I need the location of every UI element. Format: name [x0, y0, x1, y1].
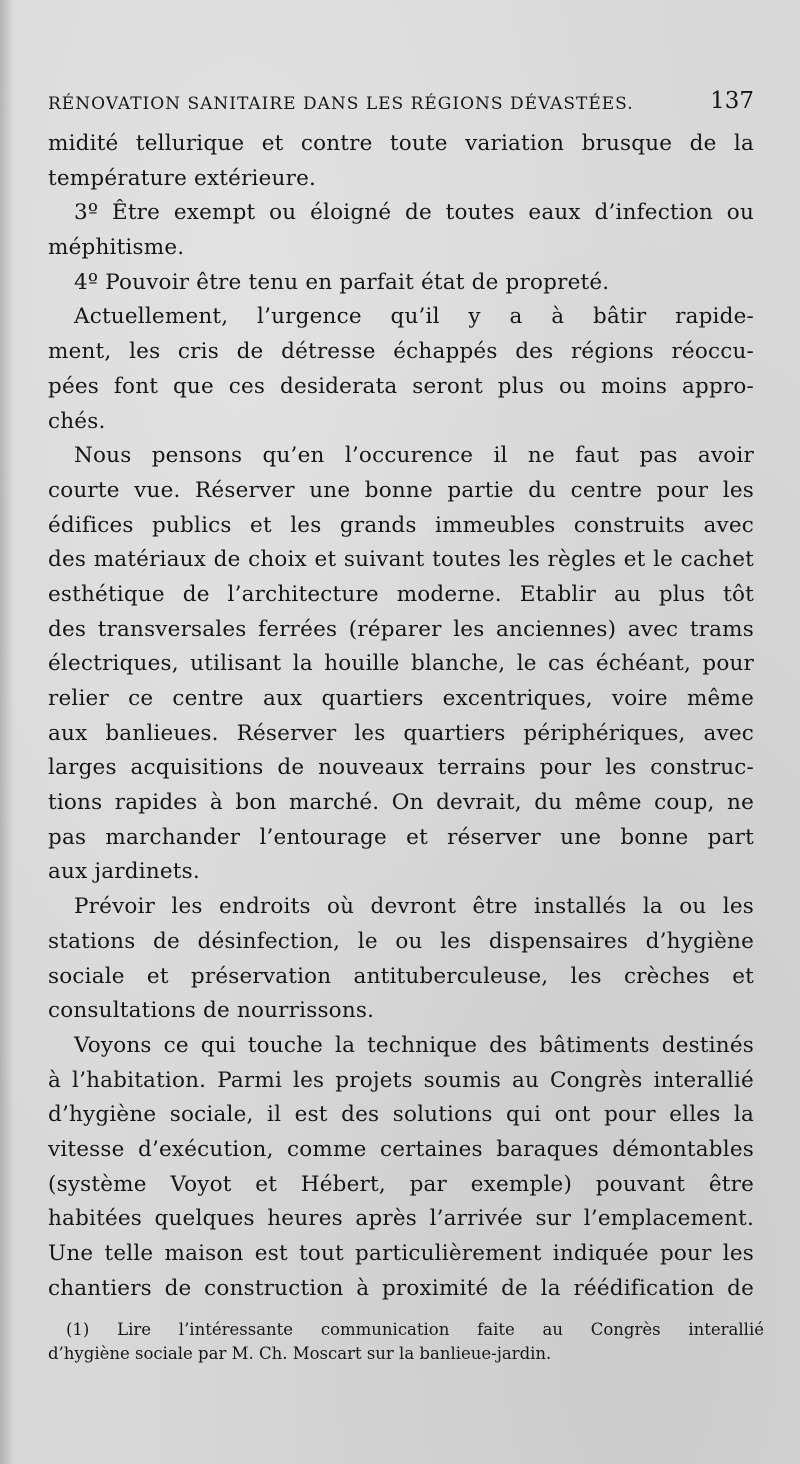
text-line: aux jardinets. — [48, 859, 200, 885]
footnote-line: d’hygiène sociale par M. Ch. Moscart sur la banlieue-jardin. — [48, 1344, 552, 1363]
footnote — [48, 1318, 764, 1366]
text-line: Voyons ce qui touche la technique des bâtiments destinés — [74, 1032, 754, 1058]
text-line: consultations de nourrissons. — [48, 998, 375, 1024]
text-line: température extérieure. — [48, 165, 317, 191]
text-line: tions rapides à bon marché. On devrait, du même coup, ne — [48, 790, 754, 816]
text-line: chantiers de construction à proximité de la réédification de — [48, 1275, 754, 1301]
text-line: Une telle maison est tout particulièrement indiquée pour les — [48, 1241, 754, 1266]
text-line: esthétique de l’architecture moderne. Etablir au plus tôt — [48, 581, 754, 607]
text-line: des transversales ferrées (réparer les anciennes) avec trams — [48, 616, 754, 642]
text-line: électriques, utilisant la houille blanche, le cas échéant, pour — [48, 651, 754, 677]
text-line: Actuellement, l’urgence qu’il y a à bâtir rapide- — [74, 304, 754, 330]
text-line: Nous pensons qu’en l’occurence il ne faut pas avoir — [74, 443, 754, 469]
text-line: stations de désinfection, le ou les dispensaires d’hygiène — [48, 928, 754, 954]
text-line: larges acquisitions de nouveaux terrains pour les construc- — [48, 755, 754, 781]
text-line: vitesse d’exécution, comme certaines baraques démontables — [48, 1136, 754, 1162]
text-line: édifices publics et les grands immeubles construits avec — [48, 512, 754, 538]
text-line: méphitisme. — [48, 235, 185, 261]
text-line: 3º Être exempt ou éloigné de toutes eaux d’infection ou — [74, 200, 754, 226]
text-line: 4º Pouvoir être tenu en parfait état de propreté. — [74, 269, 610, 295]
text-line: pées font que ces desiderata seront plus ou moins appro- — [48, 373, 754, 399]
text-line: Prévoir les endroits où devront être installés la ou les — [74, 894, 754, 920]
text-line: ment, les cris de détresse échappés des régions réoccu- — [48, 339, 754, 365]
text-line: à l’habitation. Parmi les projets soumis au Congrès interallié — [48, 1067, 754, 1093]
page-gutter-shadow — [0, 0, 14, 1464]
text-line: (système Voyot et Hébert, par exemple) pouvant être — [48, 1171, 754, 1197]
body-text — [48, 127, 754, 1306]
text-line: midité tellurique et contre toute variation brusque de la — [48, 131, 754, 156]
text-line: habitées quelques heures après l’arrivée sur l’emplacement. — [48, 1206, 754, 1232]
text-line: aux banlieues. Réserver les quartiers périphériques, avec — [48, 720, 754, 746]
page-number: 137 — [710, 88, 754, 114]
text-line: d’hygiène sociale, il est des solutions qui ont pour elles la — [48, 1102, 754, 1128]
text-line: pas marchander l’entourage et réserver une bonne part — [48, 824, 754, 850]
text-line: des matériaux de choix et suivant toutes les règles et le cachet — [48, 547, 754, 573]
running-title: RÉNOVATION SANITAIRE DANS LES RÉGIONS DÉVASTÉES. — [48, 94, 634, 114]
text-line: relier ce centre aux quartiers excentriques, voire même — [48, 686, 754, 711]
page-header — [48, 88, 754, 118]
text-line: courte vue. Réserver une bonne partie du centre pour les — [48, 477, 754, 503]
footnote-line: (1) Lire l’intéressante communication faite au Congrès interallié — [66, 1320, 764, 1339]
text-line: sociale et préservation antituberculeuse, les crèches et — [48, 963, 754, 989]
text-line: chés. — [48, 408, 106, 434]
